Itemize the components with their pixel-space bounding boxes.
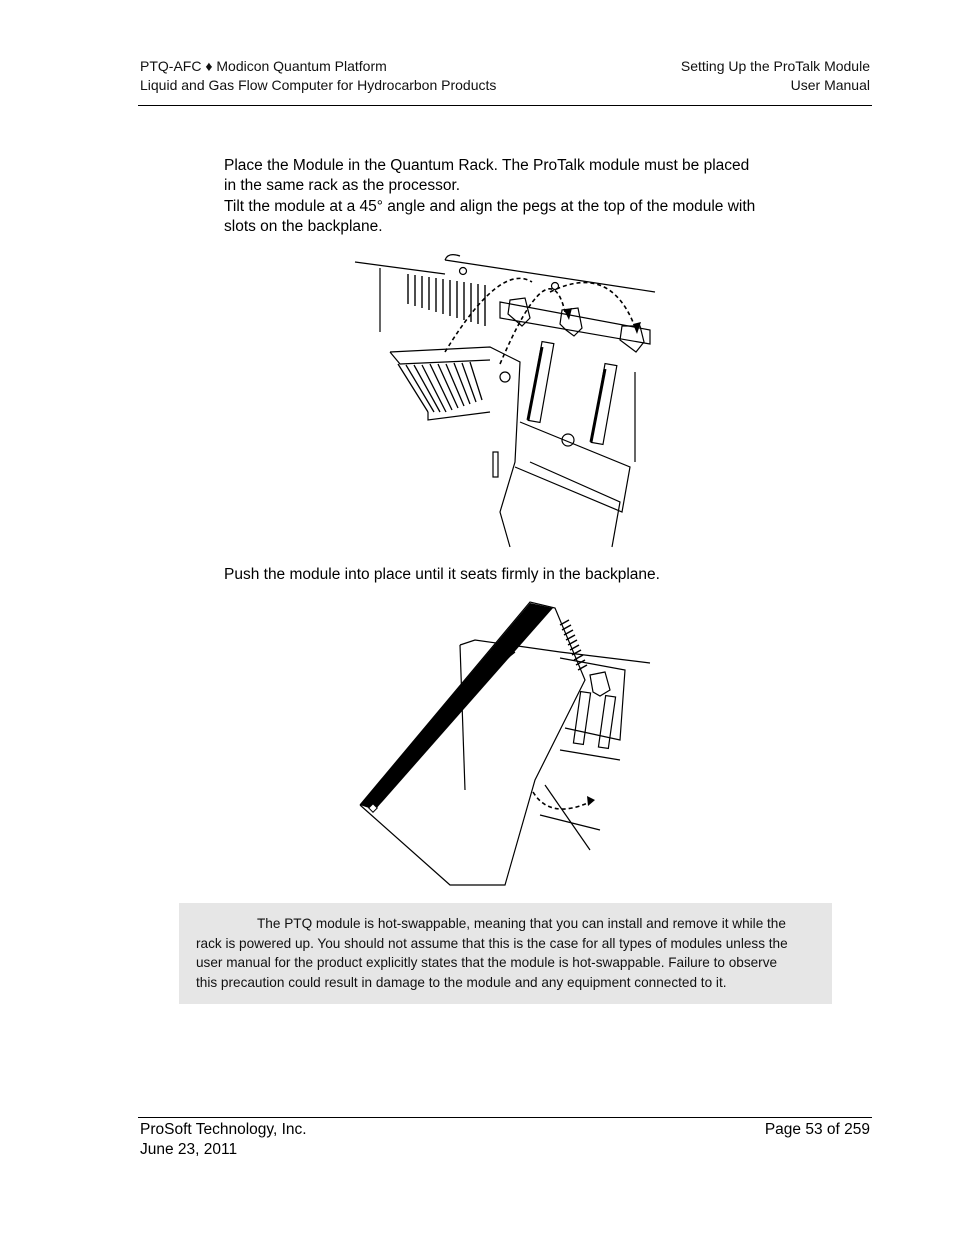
step-tilt-module (224, 197, 824, 237)
step-place-line-1: Place the Module in the Quantum Rack. The ProTalk module must be placed (224, 157, 750, 174)
header-right (681, 57, 870, 95)
step-place-line-2: in the same rack as the processor. (224, 177, 461, 194)
note-line-4: this precaution could result in damage to the module and any equipment connected to it. (196, 974, 727, 990)
header-doc-type: User Manual (790, 77, 870, 93)
header-divider (138, 105, 872, 106)
step-place-module (224, 156, 824, 196)
footer-date: June 23, 2011 (140, 1141, 238, 1158)
step-push-module: Push the module into place until it seats firmly in the backplane. (224, 566, 660, 583)
step-tilt-line-2: slots on the backplane. (224, 218, 383, 235)
header-product-title: PTQ-AFC ♦ Modicon Quantum Platform (140, 58, 387, 74)
tilt-module-illustration (350, 252, 660, 552)
note-line-1-text: The PTQ module is hot-swappable, meaning that you can install and remove it while the (257, 916, 786, 931)
hot-swap-note-box (179, 903, 832, 1004)
note-line-3: user manual for the product explicitly states that the module is hot-swappable. Failure to observe (196, 955, 778, 970)
push-module-illustration (355, 600, 660, 890)
footer-divider (138, 1117, 872, 1118)
hot-swap-note-text (196, 914, 818, 992)
header-left (140, 57, 496, 95)
header-product-subtitle: Liquid and Gas Flow Computer for Hydrocarbon Products (140, 77, 497, 93)
note-line-2: rack is powered up. You should not assume that this is the case for all types of modules unless the (196, 935, 788, 951)
header-section-title: Setting Up the ProTalk Module (680, 58, 870, 74)
note-line-1 (196, 914, 818, 934)
footer-left (140, 1120, 307, 1160)
step-tilt-line-1: Tilt the module at a 45° angle and align the pegs at the top of the module with (224, 198, 756, 215)
footer-company: ProSoft Technology, Inc. (140, 1121, 307, 1138)
footer-page-number: Page 53 of 259 (764, 1121, 870, 1138)
